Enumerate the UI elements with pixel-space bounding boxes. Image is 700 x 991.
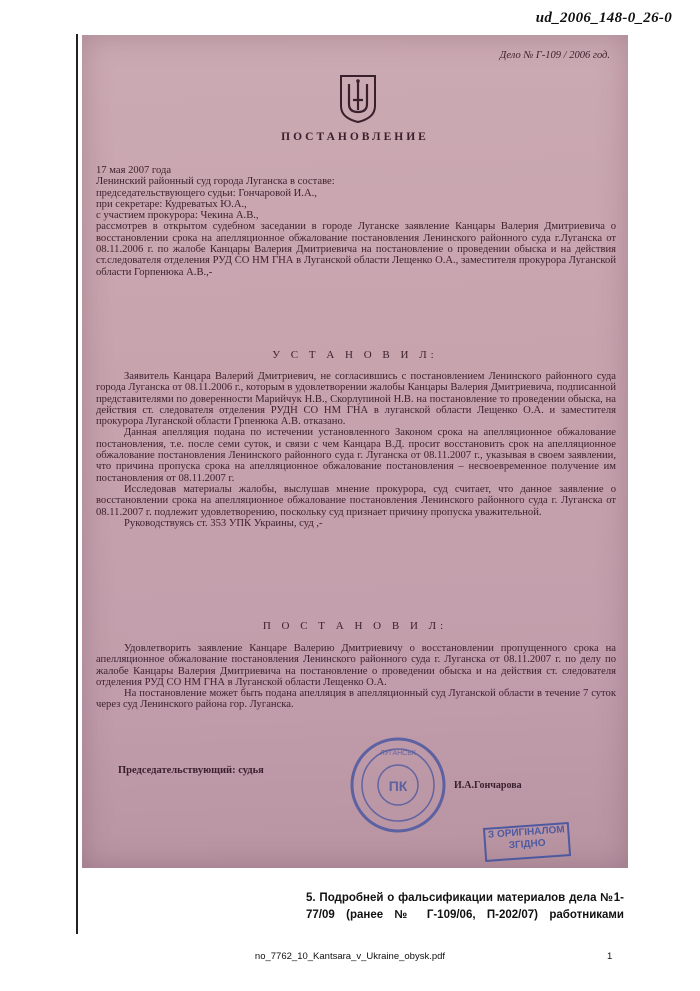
case-number: Дело № Г-109 / 2006 год. xyxy=(499,50,610,61)
intro-line: председательствующего судьи: Гончаровой И.А., xyxy=(96,187,317,199)
svg-text:ПК: ПК xyxy=(388,778,408,794)
paragraph: Данная апелляция подана по истечении установленного Законом срока на апелляционное обжалование постановления, т.е. после семи суток, и связи с чем Канцара В.Д. просит восстановить срок на апелляционное обжалование постановления Ленинского районного суда г. Луганска от 08.11.2007 г., указывая в своем заявлении, что причина пропуска срока на апелляционное обжалование постановления – несвоевременное получение им постановления от 08.11.2007 г. xyxy=(96,427,616,484)
intro-line: при секретаре: Кудреватых Ю.А., xyxy=(96,198,247,210)
page-number: 1 xyxy=(607,951,613,962)
ustanovil-block xyxy=(96,371,616,529)
judge-name: И.А.Гончарова xyxy=(454,780,522,791)
intro-block xyxy=(96,165,616,278)
document-id: ud_2006_148-0_26-0 xyxy=(535,10,672,26)
paragraph: Удовлетворить заявление Канцаре Валерию Дмитриевичу о восстановлении пропущенного срока на апелляционное обжалование постановления Ленинского районного суда г. Луганска от 08.11.2007 г. по делу по жалобе Канцары Валерия Дмитриевича на постановление о проведении обыска и на действия ст. следователя отделения РУД СО НМ ГНА в Луганской области Лещенко О.А. xyxy=(96,643,616,688)
trident-emblem-icon xyxy=(337,70,379,124)
paragraph: На постановление может быть подана апелляция в апелляционный суд Луганской области в течение 7 суток через суд Ленинского района гор. Луганска. xyxy=(96,688,616,711)
intro-line: 17 мая 2007 года xyxy=(96,165,172,176)
paragraph: Исследовав материалы жалобы, выслушав мнение прокурора, суд считает, что данное заявление о восстановлении срока на апелляционное обжалование постановления Ленинского районного суда г. Луганска от 08.11.2007 г. подлежит удовлетворению, поскольку суд признает причину пропуска уважительной. xyxy=(96,483,616,518)
margin-rule xyxy=(76,34,78,934)
intro-line: Ленинский районный суд города Луганска в составе: xyxy=(96,176,335,188)
ustanovil-heading: У С Т А Н О В И Л: xyxy=(272,349,438,361)
paragraph: Руководствуясь ст. 353 УПК Украины, суд ,- xyxy=(124,517,323,529)
postanovil-heading: П О С Т А Н О В И Л: xyxy=(262,620,448,632)
seal-text: ЛУГАНСЬК xyxy=(380,750,416,757)
scanned-document-photo xyxy=(82,35,628,868)
intro-line: рассмотрев в открытом судебном заседании в городе Луганске заявление Канцары Валерия Дмитриевича о восстановлении срока на апелляционное обжалование постановления Ленинского районного суда г.Луганска от 08.11.2006 г. по жалобе Канцары Валерия Дмитриевича на постановление о проведении обыска и на действия ст.следователя отделения РУД СО НМ ГНА в Луганской области Лещенко О.А., заместителя прокурора Луганской области Горпенюка А.В.,- xyxy=(96,221,616,278)
footer-filename: no_7762_10_Kantsara_v_Ukraine_obysk.pdf xyxy=(254,951,446,962)
document-title: ПОСТАНОВЛЕНИЕ xyxy=(281,131,429,143)
intro-line: с участием прокурора: Чекина А.В., xyxy=(96,210,259,222)
paragraph: Заявитель Канцара Валерий Дмитриевич, не согласившись с постановлением Ленинского районного суда города Луганска от 08.11.2006 г., которым в удовлетворении жалобы Канцары Валерия Дмитриевича, подписанной представителями по доверенности Марийчук Н.В., Скорлупиной Н.В. на постановление то проведении обыска, на действия ст. следователя отделения РУДН СО НМ ГНА в луганской области Лещенко О.А. и заместителя прокурора Луганской области Грпенюка А.В. отказано. xyxy=(96,371,616,428)
postanovil-block xyxy=(96,643,616,711)
court-seal-icon xyxy=(348,735,448,835)
judge-label: Председательствующий: судья xyxy=(118,765,264,776)
certified-copy-stamp: З ОРИГІНАЛОМ ЗГІДНО xyxy=(483,822,571,862)
caption-text: 5. Подробней о фальсификации материалов дела №1-77/09 (ранее № Г-109/06, П-202/07) работниками xyxy=(306,892,624,921)
